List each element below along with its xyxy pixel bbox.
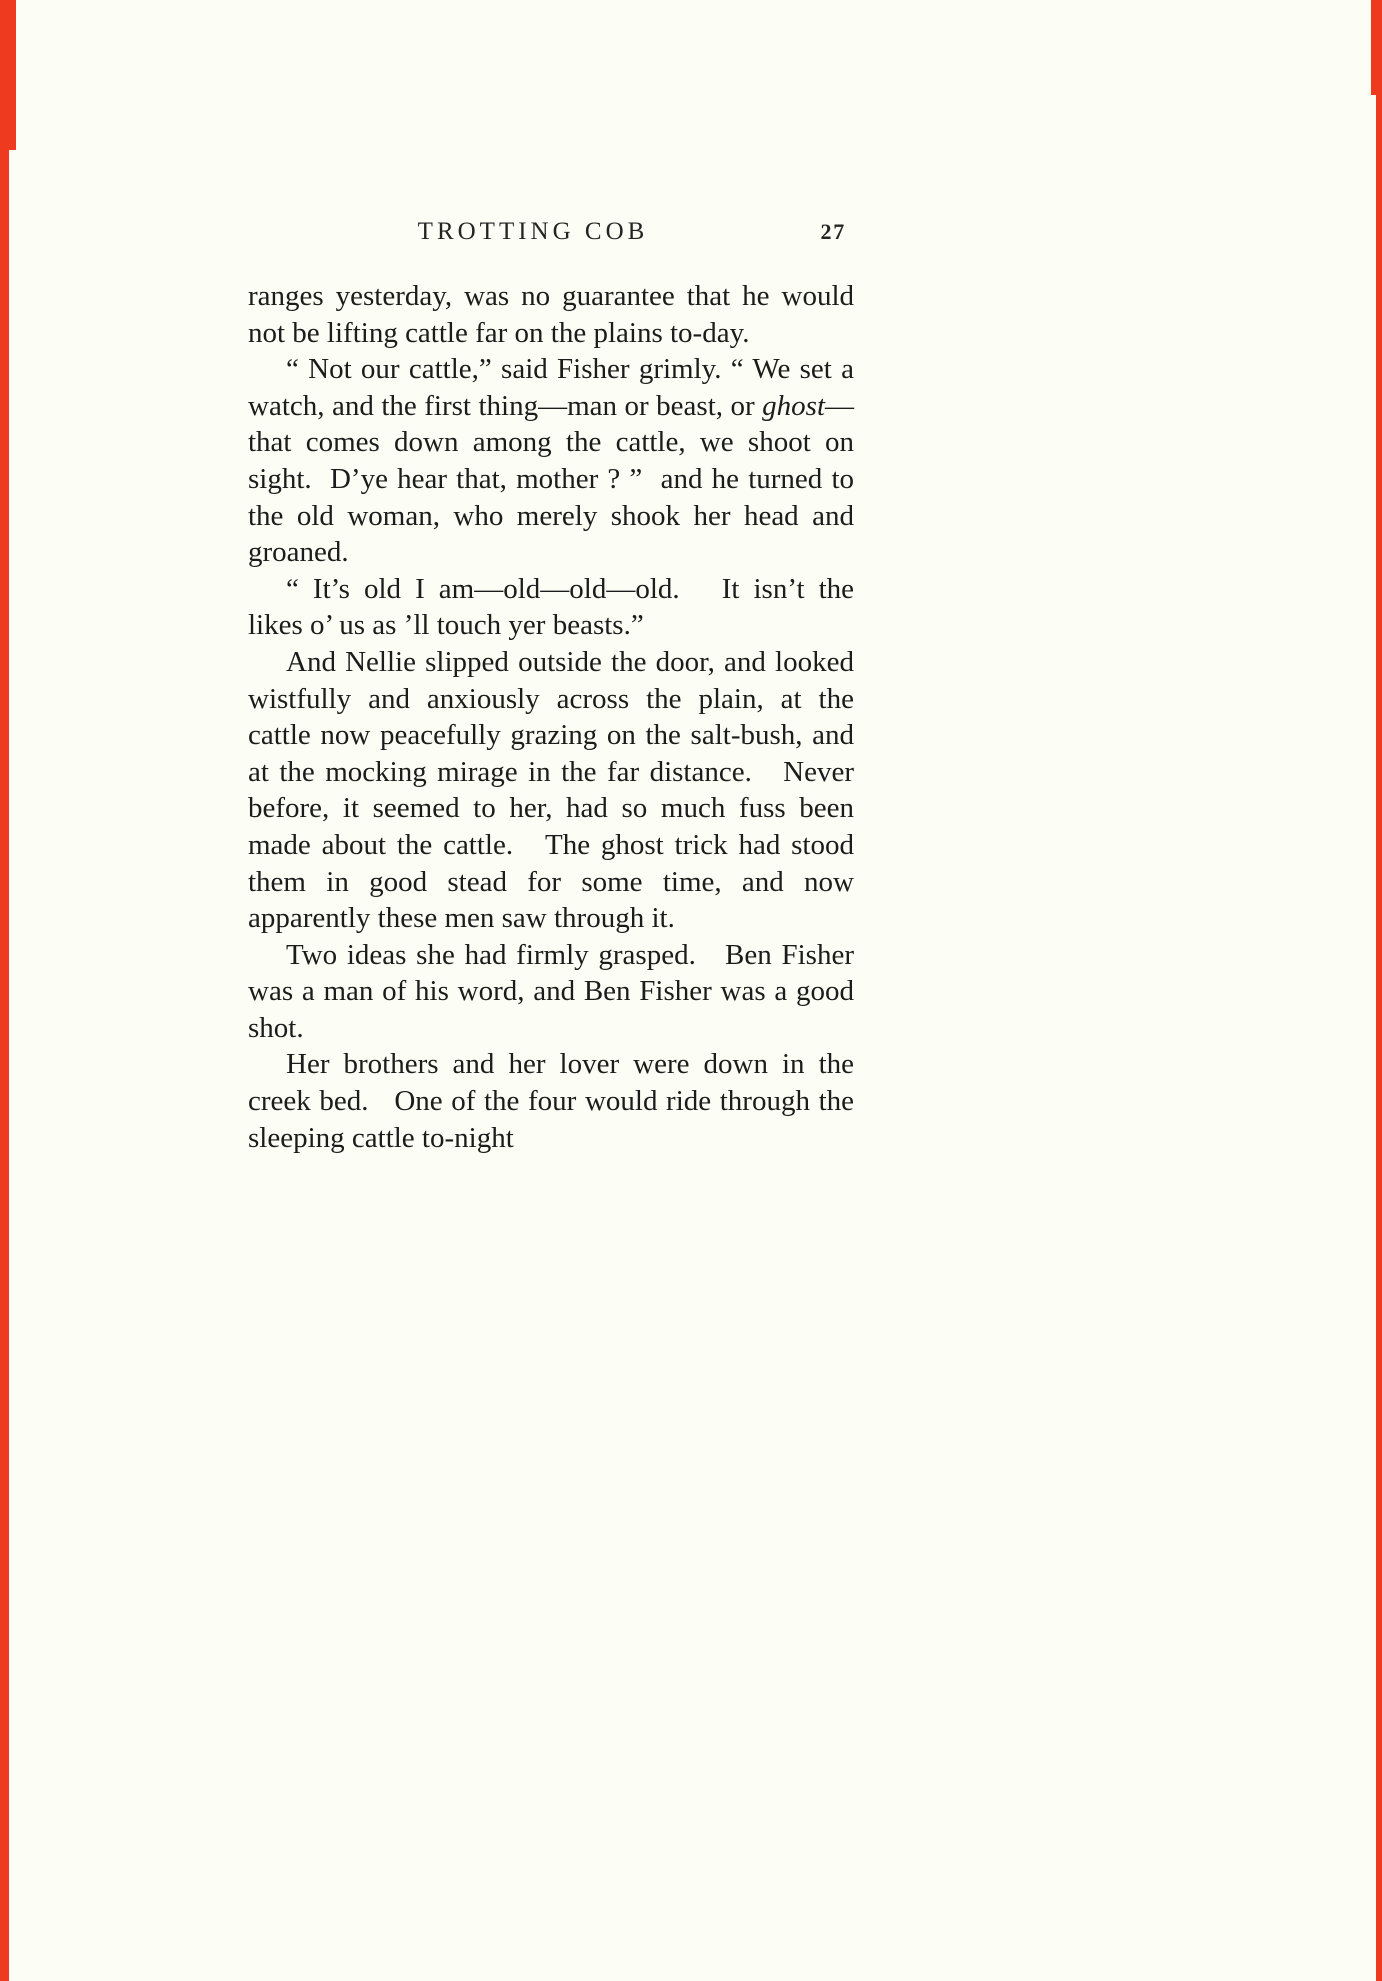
- body-text: Two ideas she had firmly grasped. Ben Fisher was a man of his word, and Ben Fisher was a good shot.: [248, 938, 862, 1044]
- text-block: [248, 278, 862, 1156]
- body-text: “ It’s old I am—old—old—old. It isn’t the likes o’ us as ’ll touch yer beasts.”: [248, 572, 862, 642]
- page-content: [248, 218, 862, 1156]
- body-text: ranges yesterday, was no guarantee that he would not be lifting cattle far on the plains to-day.: [248, 280, 862, 349]
- red-scan-edge-right: [1376, 0, 1382, 1981]
- paragraph: [248, 644, 862, 937]
- body-text: —that comes down among the cattle, we shoot on sight. D’ye hear that, mother ? ” and he turned to the old woman, who merely shook her head and groaned.: [248, 389, 862, 569]
- body-text: “ Not our cattle,” said Fisher grimly. “ We set a watch, and the first thing—man or beast, or: [248, 353, 862, 422]
- paragraph: [248, 278, 862, 351]
- paragraph: [248, 1046, 862, 1156]
- chapter-title: TROTTING COB: [417, 218, 649, 245]
- body-text: Her brothers and her lover were down in the creek bed. One of the four would ride through the sleeping cattle to-night: [248, 1048, 862, 1154]
- running-header: [248, 218, 854, 252]
- paragraph: [248, 571, 862, 644]
- red-scan-edge-left-top: [0, 0, 16, 150]
- paragraph: [248, 351, 862, 571]
- italic-text: ghost: [762, 389, 825, 422]
- red-scan-edge-right-top: [1371, 0, 1382, 95]
- paragraph: [248, 937, 862, 1047]
- red-scan-edge-left: [0, 0, 9, 1981]
- body-text: And Nellie slipped outside the door, and looked wistfully and anxiously across the plain, at the cattle now peacefully grazing on the salt-bush, and at the mocking mirage in the far distance. Never before, it seemed to her, had so much fuss been made about the cattle. The ghost trick had stood them in good stead for some time, and now apparently these men saw through it.: [248, 645, 862, 935]
- page-number: 27: [820, 219, 846, 244]
